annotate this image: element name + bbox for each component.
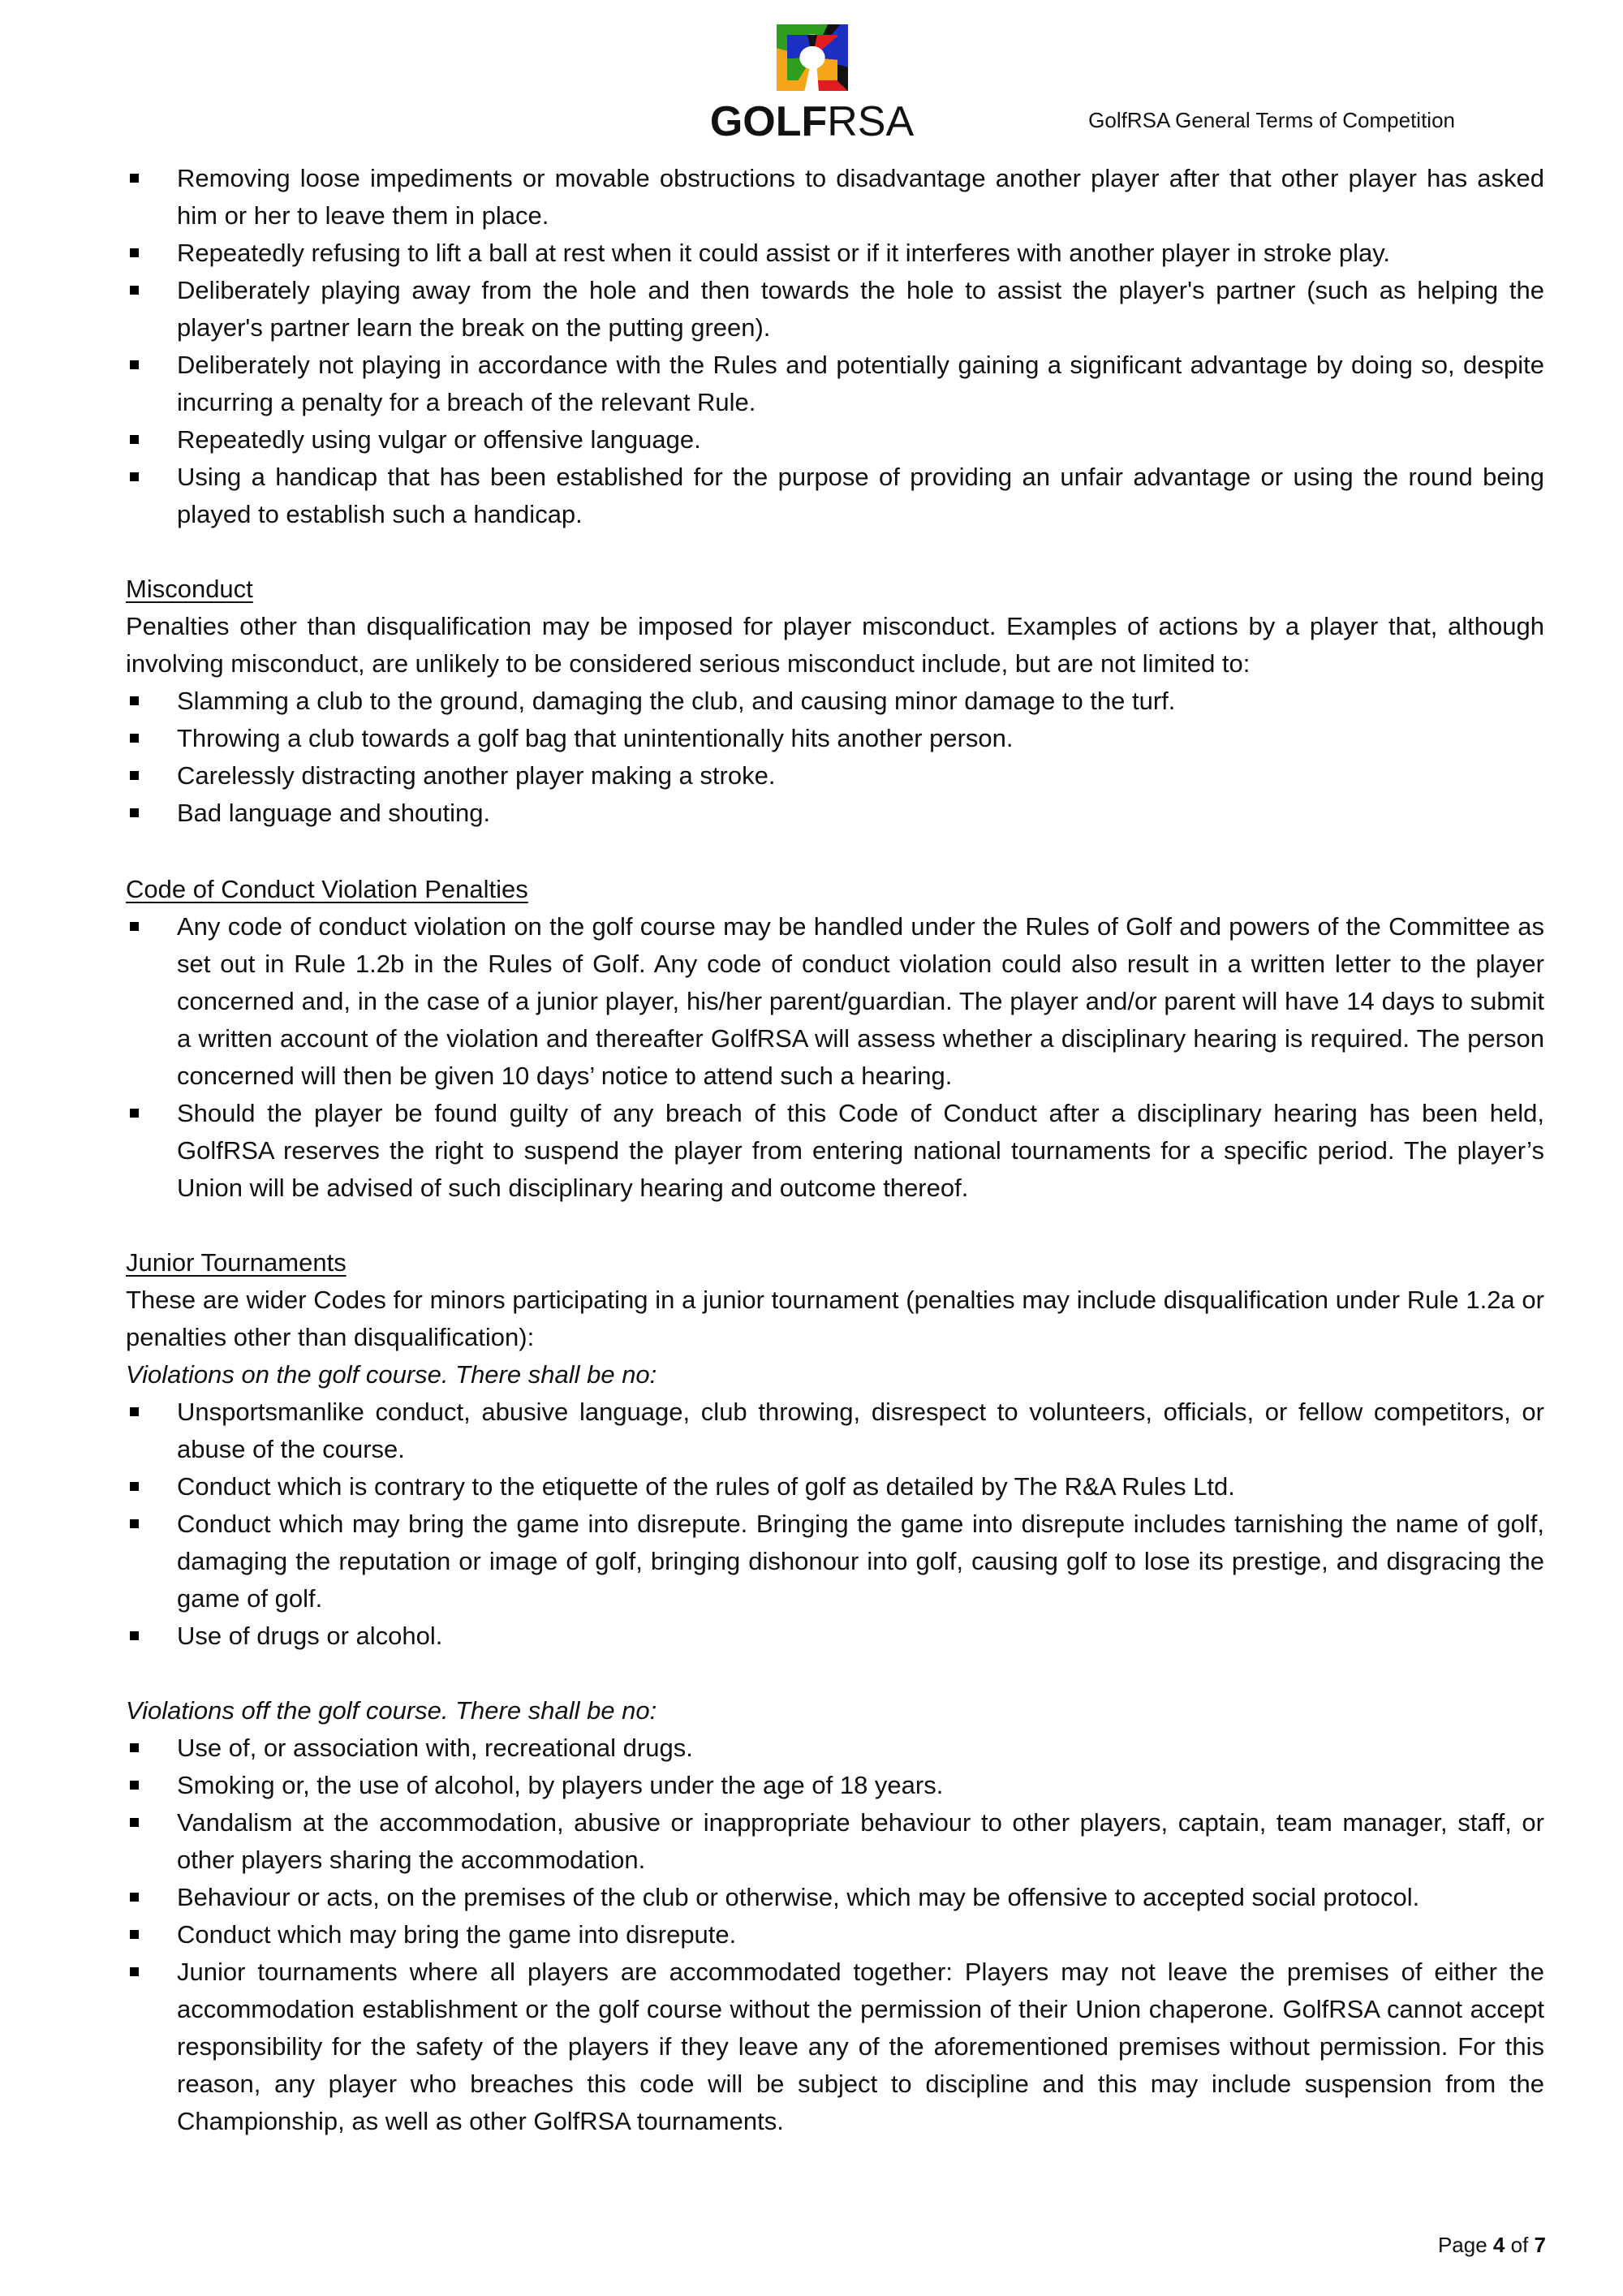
section-heading-misconduct: Misconduct	[126, 575, 253, 603]
list-item	[126, 347, 1544, 421]
violations-on-course-list	[126, 1394, 1544, 1655]
serious-misconduct-list	[126, 160, 1544, 533]
bullet-square-icon	[130, 1407, 139, 1416]
bullet-square-icon	[130, 1631, 139, 1640]
bullet-square-icon	[130, 248, 139, 257]
list-item	[126, 272, 1544, 347]
section-heading-code-of-conduct: Code of Conduct Violation Penalties	[126, 875, 528, 903]
bullet-square-icon	[130, 1967, 139, 1976]
list-item-text: Repeatedly refusing to lift a ball at rest when it could assist or if it interferes with another player in stroke play.	[177, 239, 1391, 267]
bullet-square-icon	[130, 1781, 139, 1790]
bullet-square-icon	[130, 1893, 139, 1902]
list-item	[126, 1879, 1544, 1916]
wordmark-golf: GOLF	[709, 98, 828, 145]
bullet-square-icon	[130, 1482, 139, 1491]
section-code-of-conduct	[126, 871, 1544, 908]
list-item	[126, 795, 1544, 832]
bullet-square-icon	[130, 472, 139, 481]
footer-page-total: 7	[1534, 2233, 1546, 2257]
bullet-square-icon	[130, 696, 139, 705]
list-item-text: Should the player be found guilty of any breach of this Code of Conduct after a disciplinary hearing has been held, GolfRSA reserves the right to suspend the player from entering national tournaments for a specific period. The player’s Union will be advised of such disciplinary hearing and outcome thereof.	[177, 1099, 1544, 1202]
list-item	[126, 1767, 1544, 1804]
list-item-text: Using a handicap that has been established for the purpose of providing an unfair advantage or using the round being played to establish such a handicap.	[177, 463, 1544, 528]
list-item	[126, 235, 1544, 272]
list-item	[126, 683, 1544, 720]
page-number-footer	[1438, 2233, 1546, 2257]
list-item	[126, 908, 1544, 1095]
list-item-text: Vandalism at the accommodation, abusive or inappropriate behaviour to other players, captain, team manager, staff, or other players sharing the accommodation.	[177, 1808, 1544, 1874]
golfrsa-ring-icon	[777, 24, 848, 91]
list-item-text: Use of drugs or alcohol.	[177, 1622, 443, 1650]
violations-off-course-list	[126, 1730, 1544, 2140]
code-of-conduct-list	[126, 908, 1544, 1207]
list-item-text: Slamming a club to the ground, damaging the club, and causing minor damage to the turf.	[177, 687, 1176, 715]
golfrsa-wordmark	[696, 98, 928, 145]
list-item	[126, 1804, 1544, 1879]
document-header-title: GolfRSA General Terms of Competition	[1088, 108, 1455, 132]
list-item	[126, 1468, 1544, 1506]
list-item	[126, 1095, 1544, 1207]
list-item	[126, 1394, 1544, 1468]
bullet-square-icon	[130, 435, 139, 444]
list-item-text: Junior tournaments where all players are accommodated together: Players may not leave the premises of either the accommodation establishment or the golf course without the permission of their Union chaperone. GolfRSA cannot accept responsibility for the safety of the players if they leave any of the aforementioned premises without permission. For this reason, any player who breaches this code will be subject to discipline and this may include suspension from the Championship, as well as other GolfRSA tournaments.	[177, 1958, 1544, 2135]
section-heading-junior-tournaments: Junior Tournaments	[126, 1248, 347, 1277]
list-item-text: Conduct which may bring the game into disrepute.	[177, 1920, 737, 1949]
section-misconduct	[126, 571, 1544, 608]
bullet-square-icon	[130, 360, 139, 369]
list-item	[126, 421, 1544, 459]
misconduct-list	[126, 683, 1544, 832]
list-item	[126, 720, 1544, 757]
list-item	[126, 1618, 1544, 1655]
list-item-text: Deliberately not playing in accordance with the Rules and potentially gaining a significant advantage by doing so, despite incurring a penalty for a breach of the relevant Rule.	[177, 351, 1544, 416]
list-item-text: Conduct which is contrary to the etiquette of the rules of golf as detailed by The R&A Rules Ltd.	[177, 1472, 1235, 1501]
list-item	[126, 1954, 1544, 2140]
bullet-square-icon	[130, 1818, 139, 1827]
list-item	[126, 1916, 1544, 1954]
list-item	[126, 1730, 1544, 1767]
bullet-square-icon	[130, 808, 139, 817]
list-item-text: Use of, or association with, recreational drugs.	[177, 1734, 693, 1762]
junior-intro: These are wider Codes for minors participating in a junior tournament (penalties may include disqualification under Rule 1.2a or penalties other than disqualification):	[126, 1286, 1544, 1351]
list-item-text: Repeatedly using vulgar or offensive language.	[177, 425, 701, 454]
bullet-square-icon	[130, 1743, 139, 1752]
bullet-square-icon	[130, 174, 139, 183]
list-item-text: Behaviour or acts, on the premises of the club or otherwise, which may be offensive to accepted social protocol.	[177, 1883, 1420, 1911]
list-item-text: Bad language and shouting.	[177, 799, 491, 827]
wordmark-rsa: RSA	[827, 98, 915, 145]
list-item-text: Conduct which may bring the game into disrepute. Bringing the game into disrepute includes tarnishing the name of golf, damaging the reputation or image of golf, bringing dishonour into golf, causing golf to lose its prestige, and disgracing the game of golf.	[177, 1510, 1544, 1613]
list-item-text: Smoking or, the use of alcohol, by players under the age of 18 years.	[177, 1771, 944, 1799]
list-item-text: Unsportsmanlike conduct, abusive language, club throwing, disrespect to volunteers, officials, or fellow competitors, or abuse of the course.	[177, 1398, 1544, 1463]
section-junior-tournaments	[126, 1244, 1544, 1282]
list-item	[126, 1506, 1544, 1618]
bullet-square-icon	[130, 734, 139, 743]
golfrsa-logo	[696, 24, 928, 143]
list-item	[126, 160, 1544, 235]
list-item-text: Carelessly distracting another player making a stroke.	[177, 761, 776, 790]
footer-page-number: 4	[1492, 2233, 1505, 2257]
bullet-square-icon	[130, 922, 139, 931]
list-item-text: Deliberately playing away from the hole and then towards the hole to assist the player's partner (such as helping the player's partner learn the break on the putting green).	[177, 276, 1544, 342]
list-item	[126, 459, 1544, 533]
violations-off-course-lead: Violations off the golf course. There shall be no:	[126, 1696, 657, 1725]
list-item-text: Throwing a club towards a golf bag that unintentionally hits another person.	[177, 724, 1014, 752]
bullet-square-icon	[130, 1519, 139, 1528]
misconduct-intro: Penalties other than disqualification may be imposed for player misconduct. Examples of actions by a player that, although involving misconduct, are unlikely to be considered serious misconduct include, but are not limited to:	[126, 612, 1544, 678]
footer-page-label: Page	[1437, 2233, 1487, 2257]
bullet-square-icon	[130, 1930, 139, 1939]
list-item-text: Any code of conduct violation on the golf course may be handled under the Rules of Golf and powers of the Committee as set out in Rule 1.2b in the Rules of Golf. Any code of conduct violation could also result in a written letter to the player concerned and, in the case of a junior player, his/her parent/guardian. The player and/or parent will have 14 days to submit a written account of the violation and thereafter GolfRSA will assess whether a disciplinary hearing is required. The person concerned will then be given 10 days’ notice to attend such a hearing.	[177, 912, 1544, 1090]
list-item-text: Removing loose impediments or movable obstructions to disadvantage another player after that other player has asked him or her to leave them in place.	[177, 164, 1544, 230]
list-item	[126, 757, 1544, 795]
bullet-square-icon	[130, 771, 139, 780]
bullet-square-icon	[130, 1109, 139, 1118]
violations-on-course-lead: Violations on the golf course. There shall be no:	[126, 1360, 657, 1389]
footer-of-label: of	[1510, 2233, 1529, 2257]
bullet-square-icon	[130, 286, 139, 295]
document-body	[126, 160, 1544, 2140]
